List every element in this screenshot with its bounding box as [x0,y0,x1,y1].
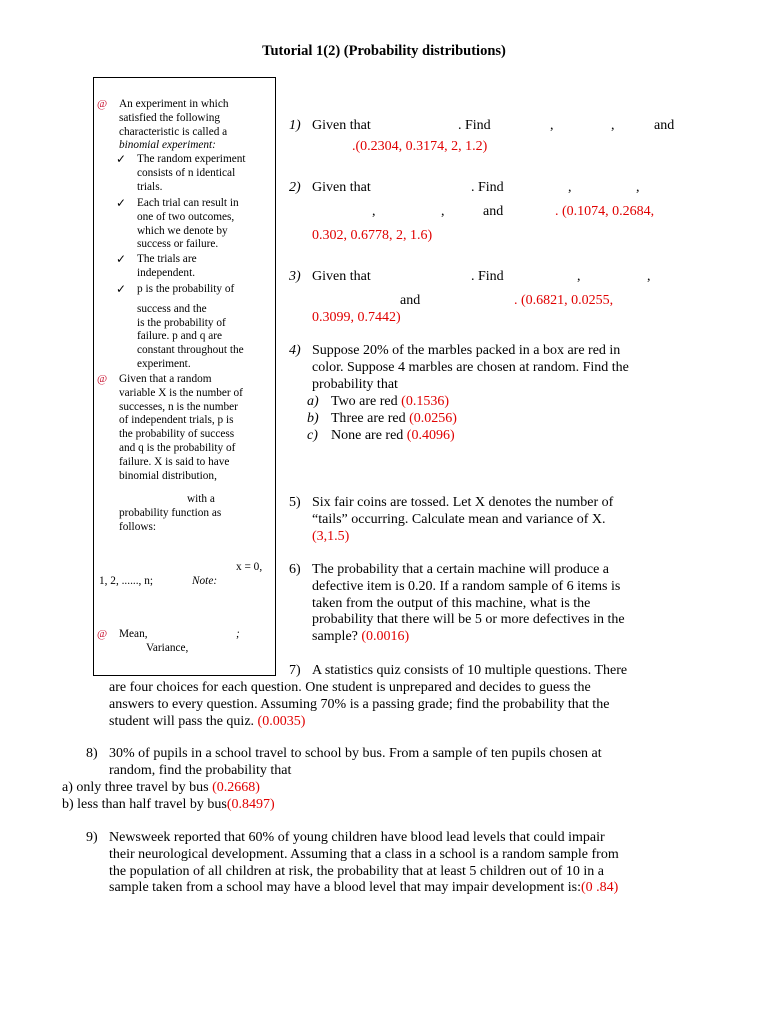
condition-1: The random experiment consists of n identical trials. [137,153,246,193]
checkmark-icon: ✓ [116,152,127,166]
checkmark-icon: ✓ [116,196,127,210]
x-range-start: x = 0, [236,561,263,573]
q1-given: Given that [312,118,371,133]
q8-line1: 30% of pupils in a school travel to school by bus. From a sample of ten pupils chosen at [109,746,602,761]
q8-line2: random, find the probability that [109,763,292,778]
q4-part-c: c) None are red (0.4096) [307,427,455,443]
probability-function-text: probability function as follows: [119,507,222,533]
q4-part-b: b) Three are red (0.0256) [307,410,457,426]
q2-comma: , [441,204,445,219]
q4-part-a: a) Two are red (0.1536) [307,394,449,409]
q9-text: Newsweek reported that 60% of young children have blood lead levels that could impair their neurological development. Assuming that a class in a school is a random sample from the population of all children at risk, the probability that at least 5 children out of 10 in a sample taken from a school may have a blood level that may impair development is:(0 .84) [109,830,619,896]
q7-line1: A statistics quiz consists of 10 multiple questions. There [312,663,628,678]
q3-and: and [400,293,421,308]
q8-parts [62,780,275,814]
q6-number: 6) [289,562,301,577]
q4-parts [307,394,457,444]
q2-find: . Find [471,180,504,195]
bullet-icon: @ [97,98,108,110]
condition-3: The trials are independent. [137,253,197,279]
checkmark-icon: ✓ [116,282,127,296]
q2-and: and [483,204,504,219]
q8-number: 8) [86,746,98,761]
q3-answer: . (0.6821, 0.0255, [514,293,614,308]
q3-number: 3) [289,269,301,284]
condition-4: p is the probability of success and the is the probability of failure. p and q are constant throughout the experiment. [137,283,244,370]
q9-number: 9) [86,830,98,845]
q2-number: 2) [289,180,301,195]
q1-comma: , [550,118,554,133]
q2-comma: , [636,180,640,195]
q8-part-a: a) only three travel by bus (0.2668) [62,780,260,795]
x-range-end: 1, 2, ......, n; [99,575,153,587]
q5-text: Six fair coins are tossed. Let X denotes the number of “tails” occurring. Calculate mean and variance of X. (3,1.5) [312,495,614,544]
q3-answer-cont: 0.3099, 0.7442) [312,310,401,325]
condition-2: Each trial can result in one of two outcomes, which we denote by success or failure. [137,197,239,251]
bullet-icon: @ [97,373,108,385]
definition-text: An experiment in which satisfied the following characteristic is called a binomial experiment: [119,98,229,152]
page-title: Tutorial 1(2) (Probability distributions) [262,43,506,59]
q2-answer-cont: 0.302, 0.6778, 2, 1.6) [312,228,433,243]
with-a-text: with a [187,493,215,505]
q3-comma: , [647,269,651,284]
q4-number: 4) [289,343,301,358]
q3-find: . Find [471,269,504,284]
q2-answer: . (0.1074, 0.2684, [555,204,655,219]
q2-comma: , [568,180,572,195]
note-label: Note: [192,575,218,587]
q2-given: Given that [312,180,371,195]
bullet-icon: @ [97,628,108,640]
q1-and: and [654,118,675,133]
distribution-text: Given that a random variable X is the number of successes, n is the number of independent trials, p is the probability of success and q is the probability of failure. X is said to have binomial distribution, [119,373,243,482]
q4-text: Suppose 20% of the marbles packed in a box are red in color. Suppose 4 marbles are chosen at random. Find the probability that [312,343,629,392]
q1-comma: , [611,118,615,133]
q3-given: Given that [312,269,371,284]
mean-separator: ; [236,628,240,640]
q1-number: 1) [289,118,301,133]
q3-comma: , [577,269,581,284]
q5-number: 5) [289,495,301,510]
variance-label: Variance, [146,642,189,654]
mean-label: Mean, [119,628,148,640]
q2-comma: , [372,204,376,219]
q8-part-b: b) less than half travel by bus(0.8497) [62,796,275,812]
q7-number: 7) [289,663,301,678]
q1-find: . Find [458,118,491,133]
checkmark-icon: ✓ [116,252,127,266]
q7-text: are four choices for each question. One student is unprepared and decides to guess the answers to every question. Assuming 70% is a passing grade; find the probability that the student will pass the quiz. (0.0035) [109,680,610,729]
q6-text: The probability that a certain machine will produce a defective item is 0.20. If a random sample of 6 items is taken from the output of this machine, what is the probability that there will be 5 or more defectives in the sample? (0.0016) [312,562,625,645]
q1-answer: .(0.2304, 0.3174, 2, 1.2) [352,139,488,154]
